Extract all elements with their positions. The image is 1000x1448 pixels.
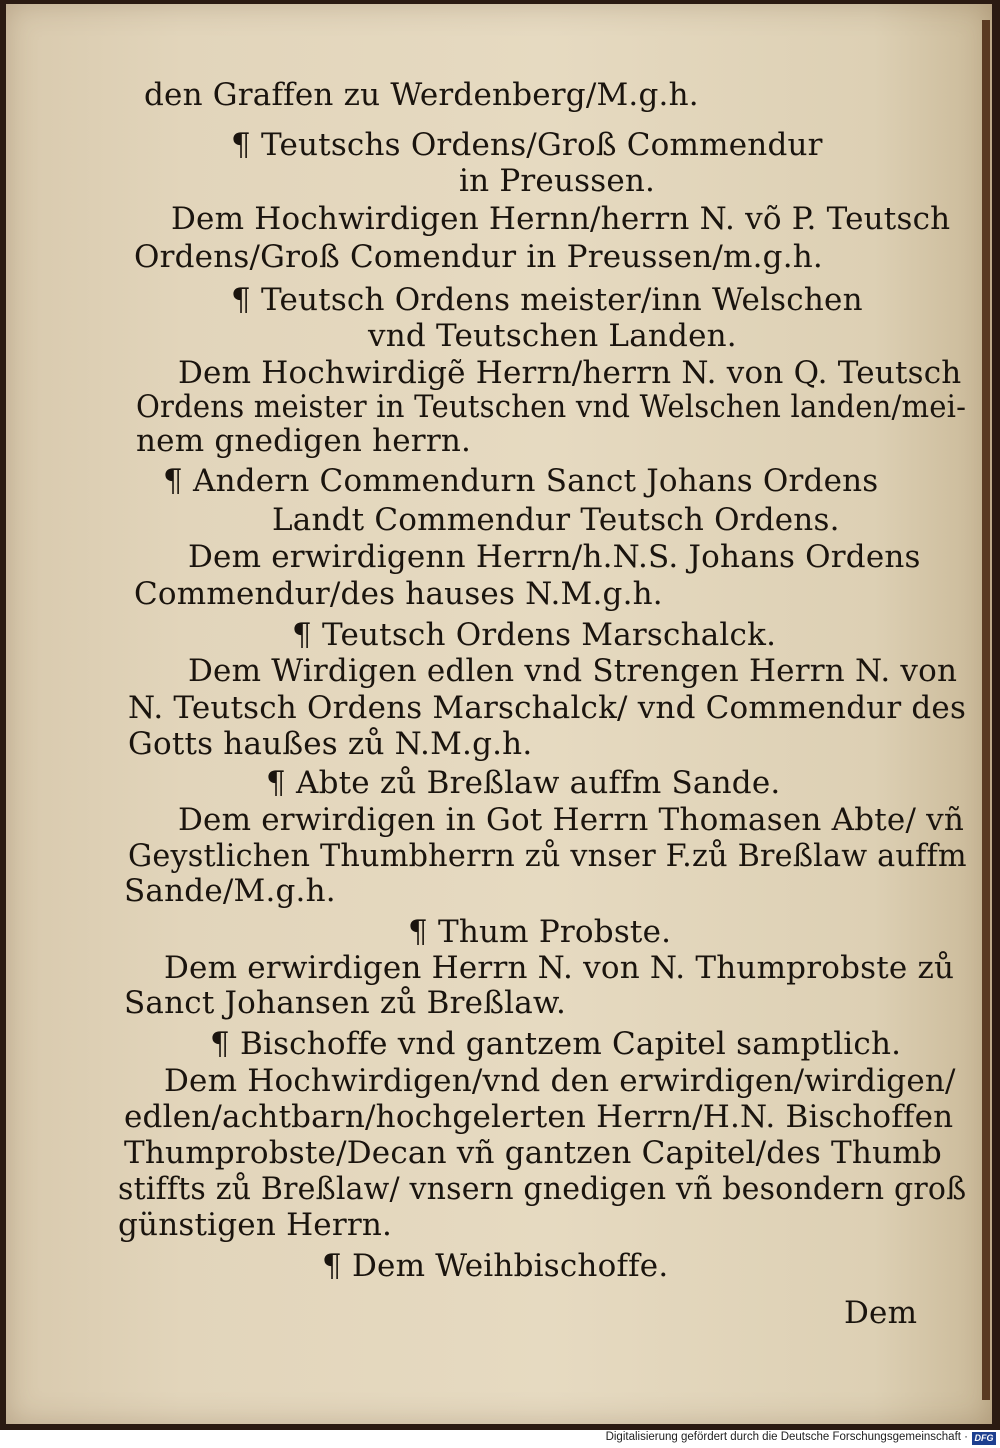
text-line-30: stiffts zů Breßlaw/ vnsern gnedigen vñ besondern groß xyxy=(118,1171,967,1207)
text-line-9: Ordens meister in Teutschen vnd Welschen landen/mei- xyxy=(136,389,967,425)
text-line-24: Dem erwirdigen Herrn N. von N. Thumprobste zů xyxy=(164,950,955,986)
text-line-13: Dem erwirdigenn Herrn/h.N.S. Johans Ordens xyxy=(188,539,921,575)
text-line-4: Dem Hochwirdigen Hernn/herrn N. võ P. Teutsch xyxy=(171,201,951,237)
catchword: Dem xyxy=(844,1295,918,1331)
book-page xyxy=(6,4,992,1424)
text-line-31: günstigen Herrn. xyxy=(118,1207,393,1243)
text-line-20: Dem erwirdigen in Got Herrn Thomasen Abte/ vñ xyxy=(178,802,965,838)
text-line-22: Sande/M.g.h. xyxy=(124,873,336,909)
text-line-14: Commendur/des hauses N.M.g.h. xyxy=(134,576,663,612)
text-line-7: vnd Teutschen Landen. xyxy=(368,318,737,354)
section-heading-4: ¶ Teutsch Ordens Marschalck. xyxy=(292,617,777,653)
text-line-29: Thumprobste/Decan vñ gantzen Capitel/des Thumb xyxy=(124,1135,942,1171)
section-heading-3: ¶ Andern Commendurn Sanct Johans Ordens xyxy=(163,463,879,499)
section-heading-1: ¶ Teutschs Ordens/Groß Commendur xyxy=(231,127,823,163)
text-line-25: Sanct Johansen zů Breßlaw. xyxy=(124,985,567,1021)
text-line-12: Landt Commendur Teutsch Ordens. xyxy=(272,502,840,538)
section-heading-2: ¶ Teutsch Ordens meister/inn Welschen xyxy=(231,282,863,318)
text-line-3: in Preussen. xyxy=(459,163,656,199)
funding-credit: Digitalisierung gefördert durch die Deutsche Forschungsgemeinschaft · xyxy=(605,1431,968,1443)
section-heading-7: ¶ Bischoffe vnd gantzem Capitel samptlich. xyxy=(210,1026,902,1062)
section-heading-5: ¶ Abte zů Breßlaw auffm Sande. xyxy=(266,765,781,801)
text-line-16: Dem Wirdigen edlen vnd Strengen Herrn N. von xyxy=(188,653,958,689)
section-heading-6: ¶ Thum Probste. xyxy=(408,914,672,950)
text-line-1: den Graffen zu Werdenberg/M.g.h. xyxy=(144,77,699,113)
footer-bar xyxy=(0,1430,1000,1448)
text-line-5: Ordens/Groß Comendur in Preussen/m.g.h. xyxy=(134,239,823,275)
page-edge xyxy=(982,20,990,1400)
text-line-10: nem gnedigen herrn. xyxy=(136,423,472,459)
text-line-28: edlen/achtbarn/hochgelerten Herrn/H.N. Bischoffen xyxy=(124,1099,954,1135)
dfg-logo: DFG xyxy=(972,1432,996,1445)
text-line-18: Gotts haußes zů N.M.g.h. xyxy=(128,726,533,762)
text-line-21: Geystlichen Thumbherrn zů vnser F.zů Breßlaw auffm xyxy=(128,838,967,874)
section-heading-8: ¶ Dem Weihbischoffe. xyxy=(322,1248,669,1284)
text-line-8: Dem Hochwirdigẽ Herrn/herrn N. von Q. Teutsch xyxy=(178,355,962,391)
text-line-27: Dem Hochwirdigen/vnd den erwirdigen/wirdigen/ xyxy=(164,1063,956,1099)
text-line-17: N. Teutsch Ordens Marschalck/ vnd Commendur des xyxy=(128,690,967,726)
